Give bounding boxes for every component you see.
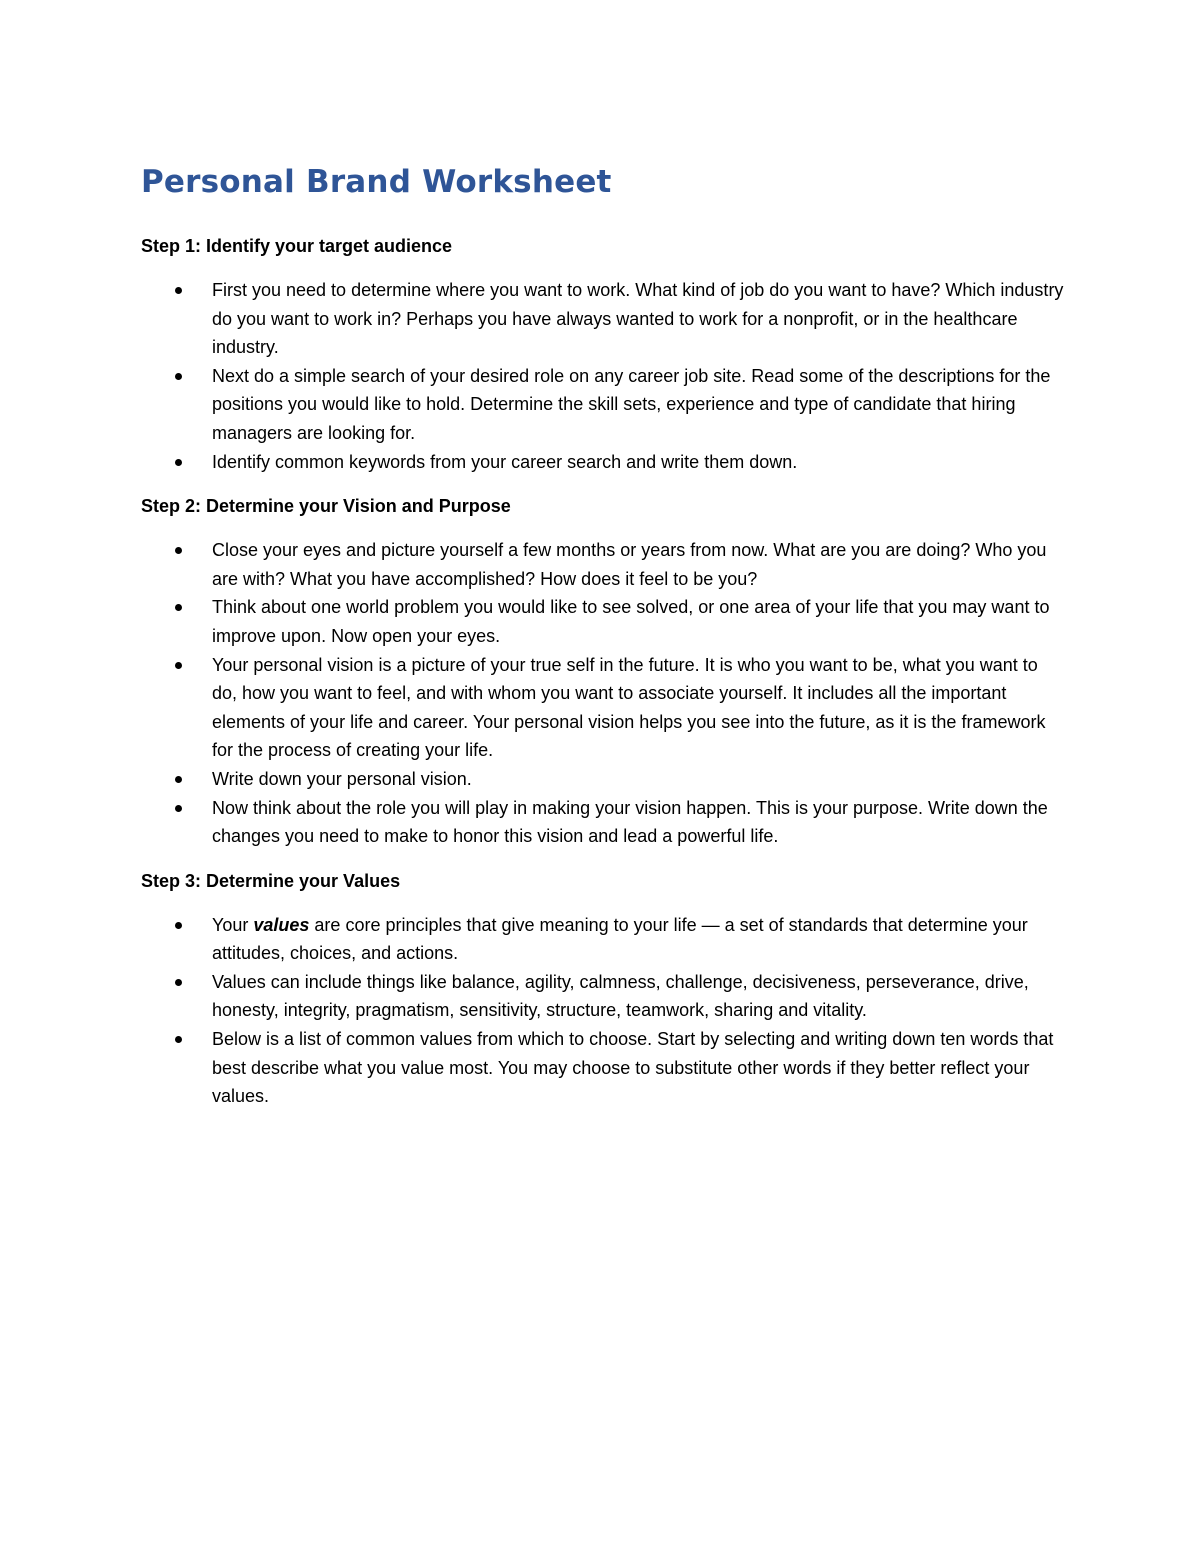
bullet-icon	[175, 547, 182, 554]
list-item	[141, 765, 1066, 794]
list-item	[141, 448, 1066, 477]
step-1-section	[141, 232, 1066, 476]
list-item-text: Close your eyes and picture yourself a few months or years from now. What are you are doing? Who you are with? What you have accomplished? How does it feel to be you?	[212, 540, 1047, 589]
list-item	[141, 968, 1066, 1025]
bullet-icon	[175, 979, 182, 986]
list-item	[141, 911, 1066, 968]
list-item	[141, 536, 1066, 593]
bullet-icon	[175, 1036, 182, 1043]
step-3-heading: Step 3: Determine your Values	[141, 870, 401, 891]
list-item	[141, 1025, 1066, 1111]
list-item	[141, 593, 1066, 650]
list-item-text: Identify common keywords from your career search and write them down.	[212, 451, 798, 472]
list-item-text-after: are core principles that give meaning to your life — a set of standards that determine your attitudes, choices, and actions.	[212, 914, 1028, 964]
bullet-icon	[175, 662, 182, 669]
bullet-icon	[175, 604, 182, 611]
step-2-bullet-list	[141, 536, 1066, 851]
bullet-icon	[175, 805, 182, 812]
step-2-section	[141, 492, 1066, 851]
list-item-text: Write down your personal vision.	[212, 768, 472, 789]
bullet-icon	[175, 373, 182, 380]
bullet-icon	[175, 287, 182, 294]
step-2-heading: Step 2: Determine your Vision and Purpose	[141, 496, 511, 517]
bullet-icon	[175, 776, 182, 783]
step-3-section	[141, 867, 1066, 1111]
step-1-heading: Step 1: Identify your target audience	[141, 236, 453, 256]
list-item-text: Values can include things like balance, agility, calmness, challenge, decisiveness, perseverance, drive, honesty, integrity, pragmatism, sensitivity, structure, teamwork, sharing and vitality.	[212, 971, 1029, 1021]
list-item-text: Next do a simple search of your desired role on any career job site. Read some of the descriptions for the positions you would like to hold. Determine the skill sets, experience and type of candidate that hiring managers are looking for.	[212, 365, 1051, 443]
list-item-text: Think about one world problem you would like to see solved, or one area of your life that you may want to improve upon. Now open your eyes.	[212, 597, 1050, 646]
bullet-icon	[175, 459, 182, 466]
list-item	[141, 276, 1066, 362]
list-item	[141, 651, 1066, 765]
values-emphasis: values	[253, 914, 310, 935]
step-3-bullet-list	[141, 911, 1066, 1111]
list-item-text: First you need to determine where you want to work. What kind of job do you want to have? Which industry do you want to work in? Perhaps you have always wanted to work for a nonprofit, or in the healthcare industry.	[212, 280, 1064, 358]
list-item-text: Below is a list of common values from which to choose. Start by selecting and writing down ten words that best describe what you value most. You may choose to substitute other words if they better reflect your values.	[212, 1029, 1054, 1107]
list-item-text: Your personal vision is a picture of your true self in the future. It is who you want to be, what you want to do, how you want to feel, and with whom you want to associate yourself. It includes all the important elements of your life and career. Your personal vision helps you see into the future, as it is the framework for the process of creating your life.	[212, 654, 1046, 761]
list-item-text-before: Your	[212, 914, 254, 935]
bullet-icon	[175, 922, 182, 929]
list-item	[141, 362, 1066, 448]
document-body	[141, 160, 1066, 1127]
step-1-bullet-list	[141, 276, 1066, 476]
page-title: Personal Brand Worksheet	[141, 164, 612, 200]
list-item-text: Now think about the role you will play in making your vision happen. This is your purpose. Write down the changes you need to make to honor this vision and lead a powerful life.	[212, 797, 1048, 847]
list-item	[141, 794, 1066, 851]
